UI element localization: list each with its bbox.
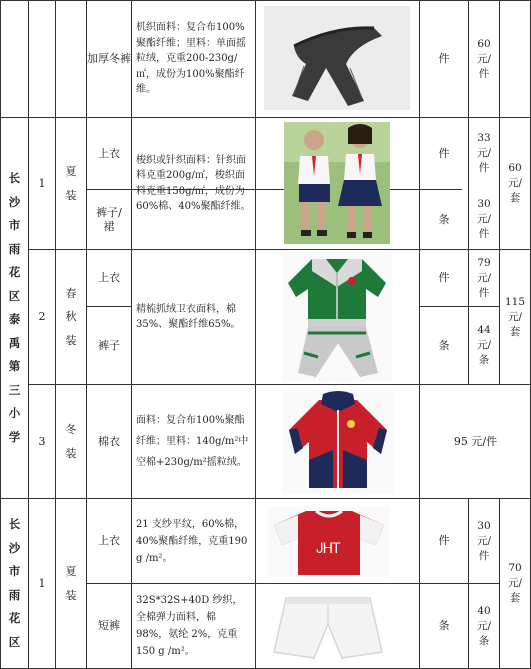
set-price: 60 元/ 套 xyxy=(507,162,523,204)
set-price: 115 元/ 套 xyxy=(504,295,526,338)
winter-pants-photo xyxy=(264,6,410,110)
unit: 件 xyxy=(438,52,450,65)
season: 冬 装 xyxy=(65,423,77,460)
price-bottom: 30 元/ 件 xyxy=(476,198,492,240)
unit-bottom: 条 xyxy=(438,338,450,352)
shirt-print: ᎫᎻᎢ xyxy=(316,541,342,557)
bottom-description: 32S*32S+40D 纱织，全棉弹力面料，棉 98%，氨纶 2%，克重150 g /m²。 xyxy=(136,595,243,657)
unit-top: 件 xyxy=(438,271,450,284)
spring-description: 精梳抓绒卫衣面料，棉35%、聚酯纤维65%。 xyxy=(136,303,241,330)
unit-top: 件 xyxy=(438,534,450,547)
top-description: 21 支纱平纹，60%棉，40%聚酯纤维，克重190 g /m²。 xyxy=(136,518,248,564)
unit-top: 件 xyxy=(438,146,450,160)
set-price: 70 元/ 套 xyxy=(507,562,523,604)
unit-bottom: 条 xyxy=(438,212,450,226)
summer-uniform-photo xyxy=(284,122,390,244)
season: 夏 装 xyxy=(65,565,77,602)
item-top: 上衣 xyxy=(98,146,120,160)
price-bottom: 44 元/ 条 xyxy=(476,324,492,366)
row-index: 1 xyxy=(38,176,46,190)
price-top: 79 元/ 件 xyxy=(476,256,492,299)
unit-price: 60 元/ 件 xyxy=(476,37,492,80)
item-bottom: 裤子 xyxy=(98,338,120,352)
price-bottom: 40 元/ 条 xyxy=(476,604,492,647)
unit-price-line: 95 元/件 xyxy=(453,434,498,448)
item-name: 加厚冬裤 xyxy=(87,52,131,65)
row-index: 1 xyxy=(38,576,46,590)
item-top: 上衣 xyxy=(98,534,120,547)
season: 夏 装 xyxy=(65,165,77,202)
summer-tshirt-photo xyxy=(268,507,390,577)
price-top: 30 元/ 件 xyxy=(476,519,492,562)
price-top: 33 元/ 件 xyxy=(476,132,492,174)
item-description: 机织面料：复合布100%聚酯纤维；里料：单面摇粒绒，克重200-230g/㎡，成份为100%聚酯纤维。 xyxy=(136,22,246,96)
summer-description: 梭织或针织面料：针织面料克重200g/㎡，梭织面料克重150g/㎡，成份为60%棉、40%聚酯纤维。 xyxy=(136,154,251,212)
spring-uniform-photo xyxy=(282,253,392,381)
summer-shorts-photo xyxy=(270,590,386,664)
item-top: 上衣 xyxy=(98,271,120,284)
school-name-2: 长 沙 市 雨 花 区 xyxy=(8,517,21,649)
school-name-1: 长 沙 市 雨 花 区 泰 禹 第 三 小 学 xyxy=(8,171,21,444)
season: 春 秋 装 xyxy=(65,286,77,347)
winter-description: 面料：复合布100%聚酯纤维；里料：140g/m²中空棉+230g/m²摇粒绒。 xyxy=(136,415,249,468)
winter-coat-photo xyxy=(283,390,393,494)
item-name: 棉衣 xyxy=(98,434,120,448)
unit-bottom: 条 xyxy=(438,619,450,632)
item-bottom: 短裤 xyxy=(98,619,120,632)
item-bottom: 裤子/裙 xyxy=(96,205,122,233)
row-index: 3 xyxy=(38,434,46,448)
row-index: 2 xyxy=(38,310,46,323)
